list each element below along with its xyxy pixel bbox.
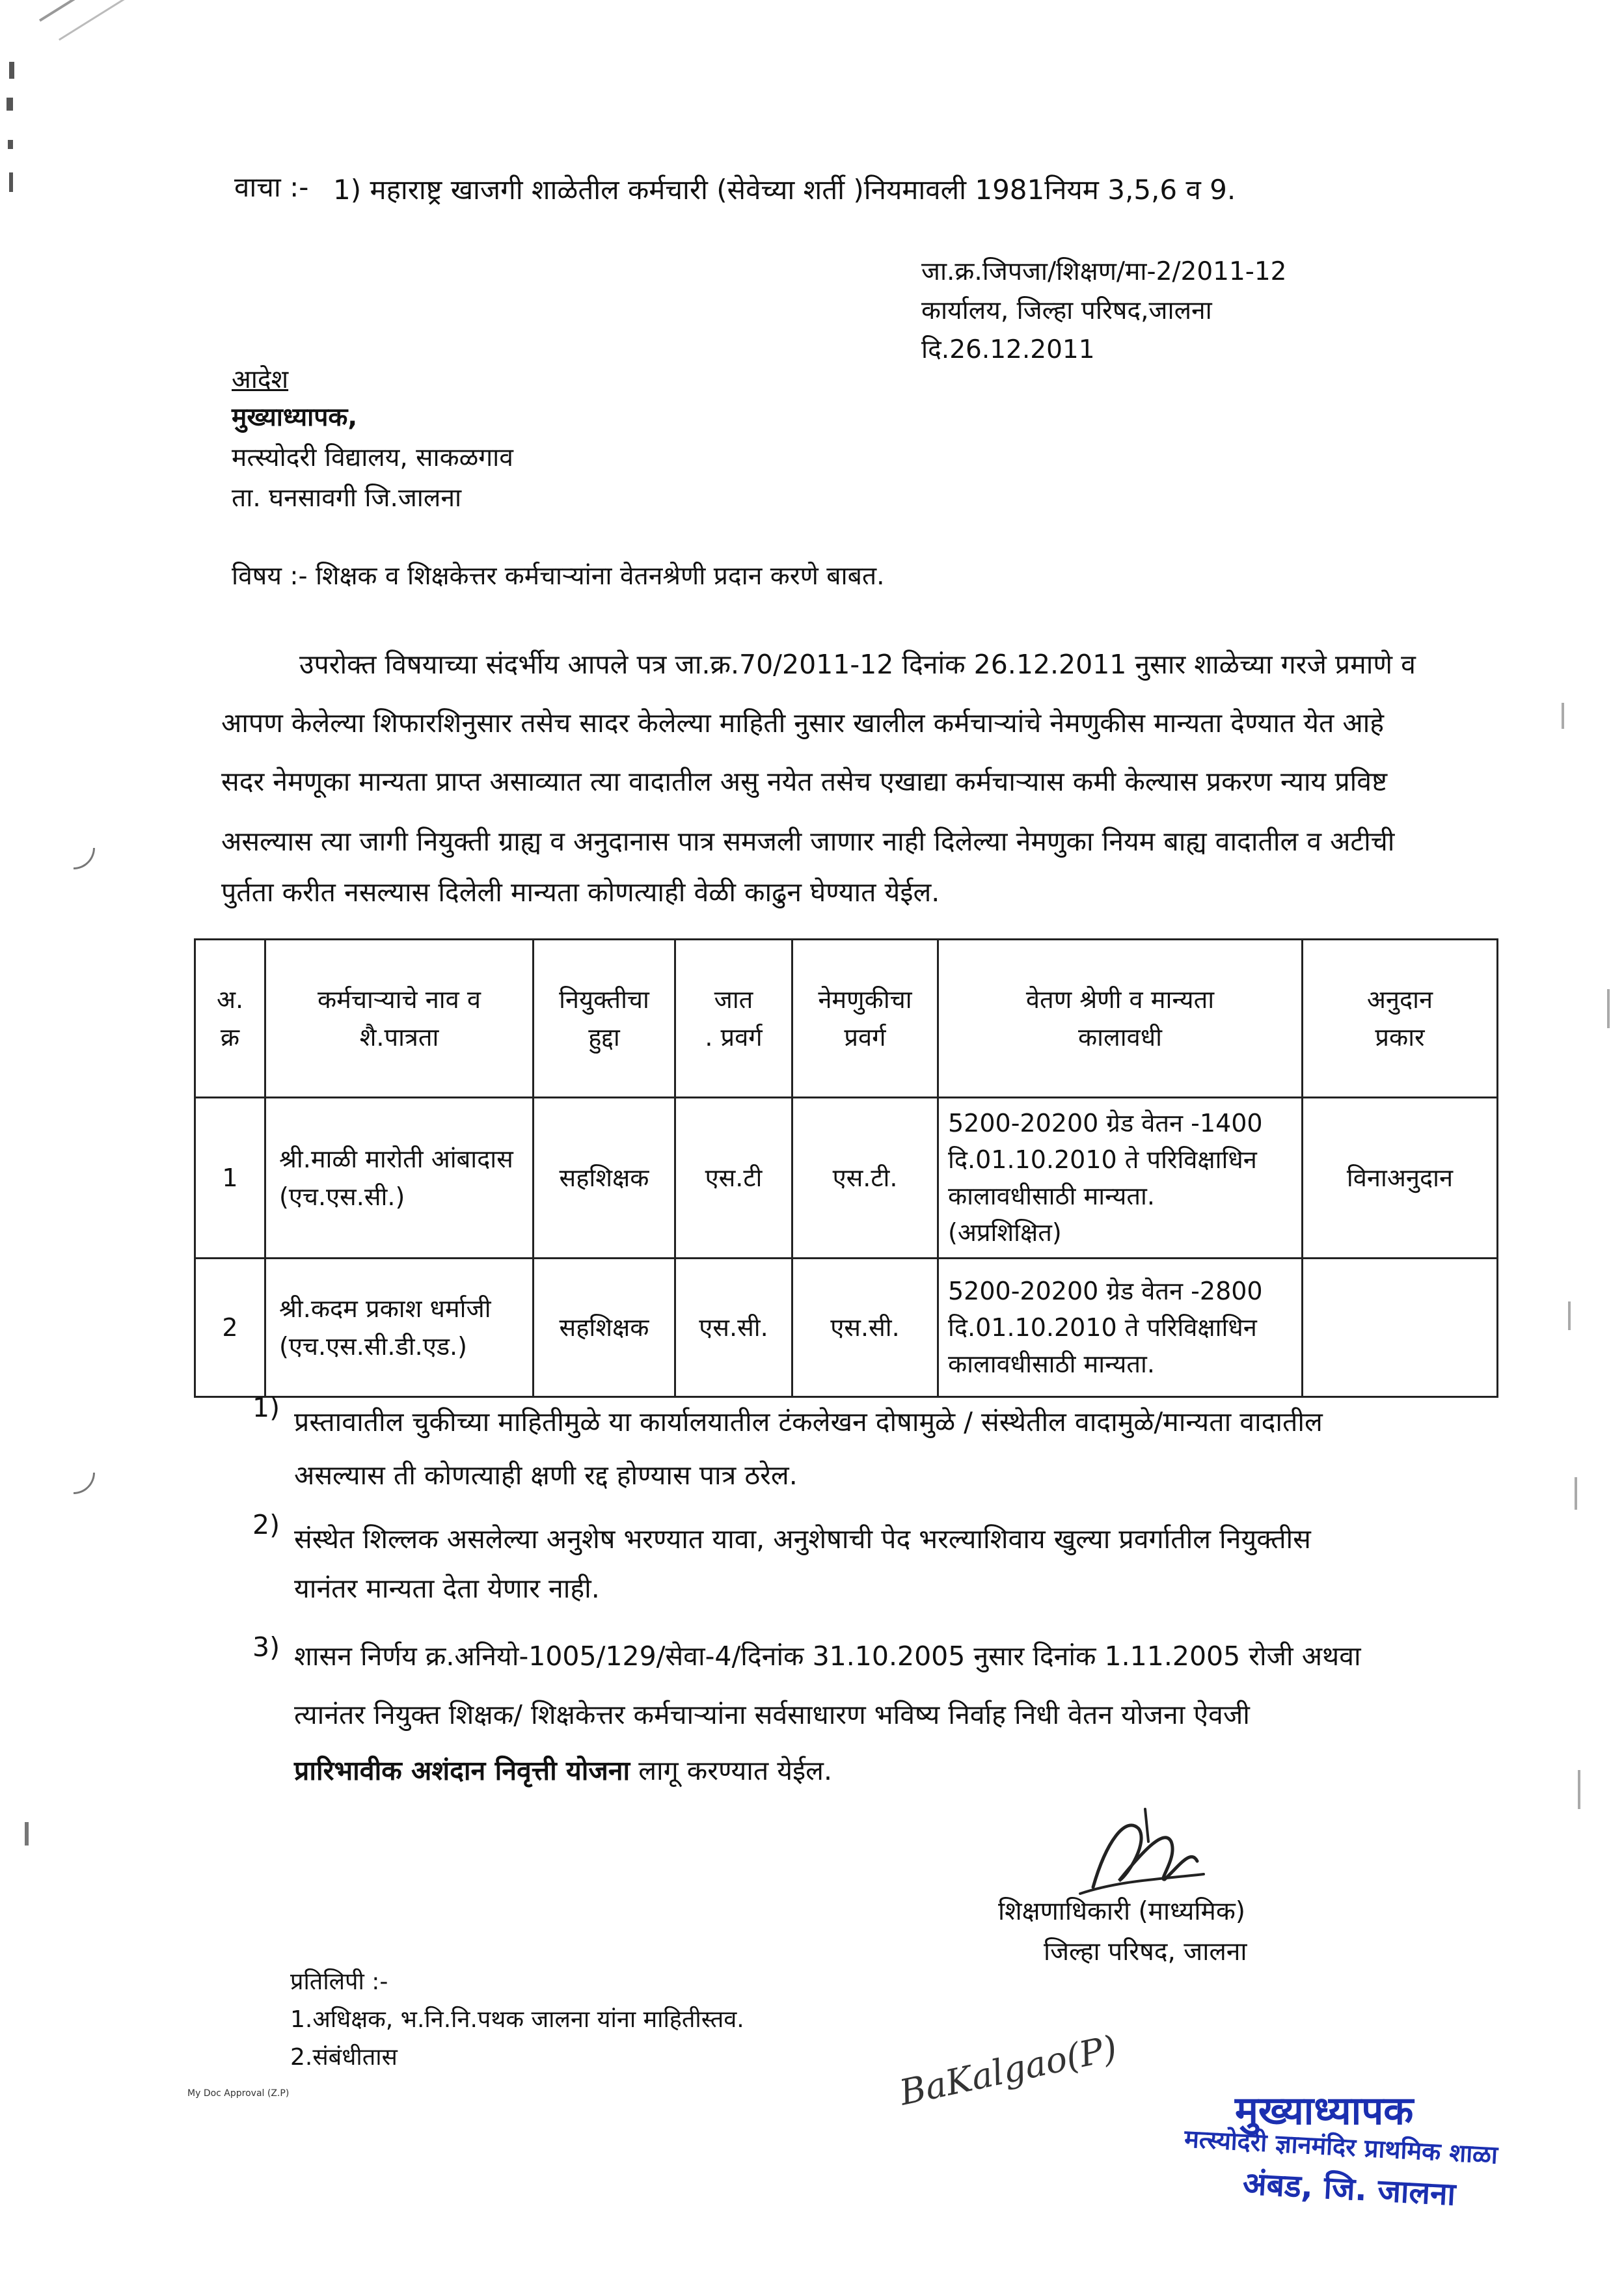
body-line: उपरोक्त विषयाच्या संदर्भीय आपले पत्र जा.क्र.70/2011-12 दिनांक 26.12.2011 नुसार शाळेच्या गरजे प्रमाणे व [299,649,1416,680]
cell-pay-scale [938,1098,1303,1259]
employee-qualification: (एच.एस.सी.) [279,1182,405,1211]
reference-label: वाचा :- [234,171,309,203]
header-post: नियुक्तीचा हुद्दा [534,940,675,1098]
condition-number: 3) [252,1631,280,1663]
addressee-line: मत्स्योदरी विद्यालय, साकळगाव [232,443,513,472]
addressee-line: ता. घनसावगी जि.जालना [232,484,462,513]
order-heading: आदेश [232,365,289,394]
cell-appointment-category: एस.टी. [792,1098,938,1259]
order-date: दि.26.12.2011 [921,335,1095,364]
headmaster-stamp-place: अंबड, जि. जालना [1241,2165,1457,2213]
cell-post: सहशिक्षक [534,1098,675,1259]
scan-mark [1568,1301,1571,1330]
cell-grant-type: विनाअनुदान [1303,1098,1498,1259]
cell-post: सहशिक्षक [534,1259,675,1397]
signatory-designation: शिक्षणाधिकारी (माध्यमिक) [998,1897,1245,1926]
pay-scale-line: कालावधीसाठी मान्यता. [948,1350,1155,1378]
body-line: पुर्तता करीत नसल्यास दिलेली मान्यता कोणत्याही वेळी काढुन घेण्यात येईल. [221,877,940,908]
punch-hole-mark [43,817,103,878]
scan-mark [9,172,13,192]
condition-line: प्रस्तावातील चुकीच्या माहितीमुळे या कार्यालयातील टंकलेखन दोषामुळे / संस्थेतील वादामुळे/मान्यता वादातील [294,1406,1323,1437]
scan-mark [1607,989,1610,1028]
header-name: कर्मचाऱ्याचे नाव व शै.पात्रता [265,940,534,1098]
office-name: कार्यालय, जिल्हा परिषद,जालना [921,296,1212,325]
table-row [195,1098,1498,1259]
scan-streak [39,0,217,21]
condition-line: यानंतर मान्यता देता येणार नाही. [294,1573,600,1604]
signature-graphic [1067,1803,1210,1907]
header-pay-scale: वेतण श्रेणी व मान्यता कालावधी [938,940,1303,1098]
reference-number: जा.क्र.जिपजा/शिक्षण/मा-2/2011-12 [921,257,1287,286]
condition-line-rest: लागू करण्यात येईल. [630,1755,833,1786]
copy-to-label: प्रतिलिपी :- [290,1968,388,1995]
subject-line: विषय :- शिक्षक व शिक्षकेत्तर कर्मचाऱ्यांना वेतनश्रेणी प्रदान करणे बाबत. [232,562,885,591]
employee-name: श्री.कदम प्रकाश धर्माजी [279,1294,491,1323]
headmaster-stamp-school: मत्स्योदरी ज्ञानमंदिर प्राथमिक शाळा [1184,2124,1499,2170]
condition-number: 1) [252,1392,280,1423]
condition-line: असल्यास ती कोणत्याही क्षणी रद्द होण्यास पात्र ठरेल. [294,1460,798,1491]
scan-mark [25,1822,29,1846]
cell-pay-scale [938,1259,1303,1397]
condition-line: संस्थेत शिल्लक असलेल्या अनुशेष भरण्यात यावा, अनुशेषाची पेद भरल्याशिवाय खुल्या प्रवर्गातील नियुक्तीस [294,1523,1311,1555]
cell-appointment-category: एस.सी. [792,1259,938,1397]
cell-sr: 2 [195,1259,265,1397]
employee-qualification: (एच.एस.सी.डी.एड.) [279,1332,467,1361]
cell-caste: एस.टी [675,1098,792,1259]
scan-mark [8,140,13,149]
cell-sr: 1 [195,1098,265,1259]
condition-line: त्यानंतर नियुक्त शिक्षक/ शिक्षकेत्तर कर्मचाऱ्यांना सर्वसाधारण भविष्य निर्वाह निधी वेतन योजना ऐवजी [294,1699,1250,1730]
scan-mark [1562,703,1564,729]
addressee-line: मुख्याध्यापक, [232,403,358,432]
body-line: आपण केलेल्या शिफारशिनुसार तसेच सादर केलेल्या माहिती नुसार खालील कर्मचाऱ्यांचे नेमणुकीस मान्यता देण्यात येत आहे [221,707,1385,739]
condition-line: शासन निर्णय क्र.अनियो-1005/129/सेवा-4/दिनांक 31.10.2005 नुसार दिनांक 1.11.2005 रोजी अथवा [294,1641,1361,1672]
footer-note: My Doc Approval (Z.P) [187,2088,290,2099]
body-line: असल्यास त्या जागी नियुक्ती ग्राह्य व अनुदानास पात्र समजली जाणार नाही दिलेल्या नेमणुका नियम बाह्य वादातील व अटीची [221,826,1395,857]
headmaster-stamp-title: मुख्याध्यापक [1235,2088,1414,2134]
header-grant-type: अनुदान प्रकार [1303,940,1498,1098]
table-header-row [195,940,1498,1098]
scan-mark [1578,1770,1580,1809]
employee-name: श्री.माळी मारोती आंबादास [279,1145,513,1173]
signatory-office: जिल्हा परिषद, जालना [1044,1937,1247,1967]
pay-scale-line: 5200-20200 ग्रेड वेतन -1400 [948,1109,1263,1138]
body-line: सदर नेमणूका मान्यता प्राप्त असाव्यात त्या वादातील असु नयेत तसेच एखाद्या कर्मचाऱ्यास कमी केल्यास प्रकरण न्याय प्रविष्ट [221,766,1388,797]
pay-scale-line: दि.01.10.2010 ते परिविक्षाधिन [948,1313,1257,1342]
scan-mark [1575,1477,1577,1510]
header-caste: जात . प्रवर्ग [675,940,792,1098]
pay-scale-line: 5200-20200 ग्रेड वेतन -2800 [948,1277,1263,1305]
pension-scheme-name: प्रारिभावीक अशंदान निवृत्ती योजना [294,1755,630,1786]
scan-streak [59,0,181,41]
cell-name [265,1098,534,1259]
nomination-table [194,938,1498,1398]
condition-line [294,1751,832,1791]
handwritten-note: BaKalgao(P) [896,2027,1121,2114]
table-row [195,1259,1498,1397]
condition-number: 2) [252,1509,280,1540]
copy-to-item: 1.अधिक्षक, भ.नि.नि.पथक जालना यांना माहितीस्तव. [290,2006,744,2033]
punch-hole-mark [43,1442,103,1503]
pay-scale-line: कालावधीसाठी मान्यता. [948,1182,1155,1210]
pay-scale-line: (अप्रशिक्षित) [948,1218,1062,1247]
cell-name [265,1259,534,1397]
scan-mark [9,62,14,79]
pay-scale-line: दि.01.10.2010 ते परिविक्षाधिन [948,1145,1257,1174]
cell-caste: एस.सी. [675,1259,792,1397]
header-sr: अ. क्र [195,940,265,1098]
cell-grant-type [1303,1259,1498,1397]
copy-to-item: 2.संबंधीतास [290,2044,398,2071]
reference-item: 1) महाराष्ट्र खाजगी शाळेतील कर्मचारी (सेवेच्या शर्ती )नियमावली 1981नियम 3,5,6 व 9. [333,174,1236,206]
header-appointment-category: नेमणुकीचा प्रवर्ग [792,940,938,1098]
scan-mark [7,98,13,111]
